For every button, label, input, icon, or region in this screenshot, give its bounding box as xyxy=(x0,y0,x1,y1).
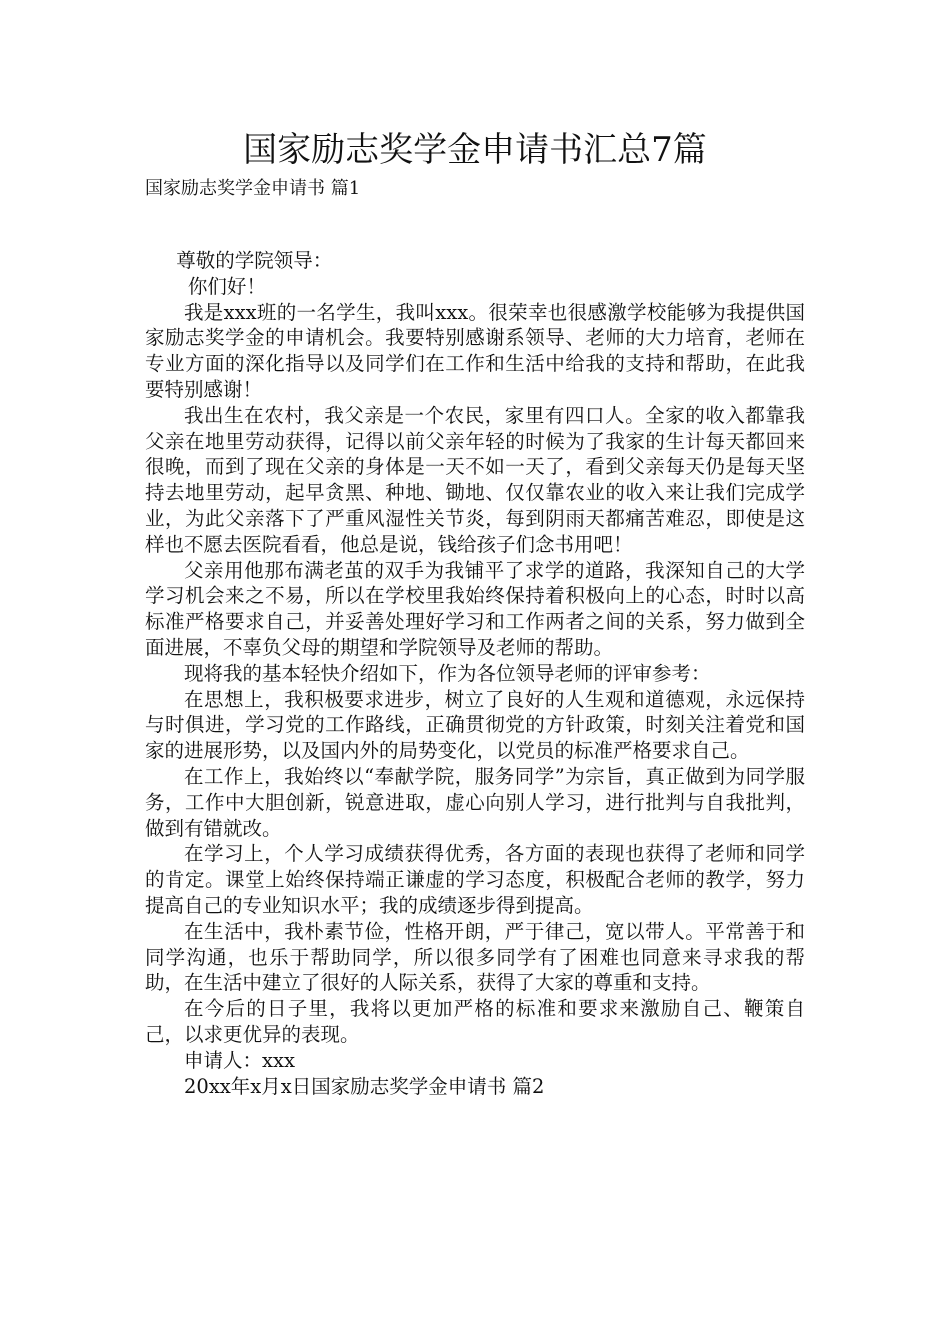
paragraph-future: 在今后的日子里，我将以更加严格的标准和要求来激励自己、鞭策自己，以求更优异的表现。 xyxy=(145,997,805,1046)
paragraph-thought: 在思想上，我积极要求进步，树立了良好的人生观和道德观，永远保持与时俱进，学习党的工作路线，正确贯彻党的方针政策，时刻关注着党和国家的进展形势，以及国内外的局势变化，以党员的标准严格要求自己。 xyxy=(145,687,805,763)
section-subtitle: 国家励志奖学金申请书 篇1 xyxy=(145,178,361,199)
paragraph-overview: 现将我的基本轻快介绍如下，作为各位领导老师的评审参考： xyxy=(184,661,711,685)
paragraph-father: 父亲用他那布满老茧的双手为我铺平了求学的道路，我深知自己的大学学习机会来之不易，所以在学校里我始终保持着积极向上的心态，时时以高标准严格要求自己，并妥善处理好学习和工作两者之间的关系，努力做到全面进展，不辜负父母的期望和学院领导及老师的帮助。 xyxy=(145,558,805,659)
letter-body xyxy=(145,248,805,1099)
paragraph-intro: 我是xxx班的一名学生，我叫xxx。很荣幸也很感激学校能够为我提供国家励志奖学金的申请机会。我要特别感谢系领导、老师的大力培育，老师在专业方面的深化指导以及同学们在工作和生活中给我的支持和帮助，在此我要特别感谢！ xyxy=(145,300,805,401)
date-line: 20xx年x月x日国家励志奖学金申请书 篇2 xyxy=(184,1074,545,1098)
paragraph-life: 在生活中，我朴素节俭，性格开朗，严于律己，宽以带人。平常善于和同学沟通，也乐于帮助同学，所以很多同学有了困难也同意来寻求我的帮助，在生活中建立了很好的人际关系，获得了大家的尊重和支持。 xyxy=(145,919,805,995)
document-title: 国家励志奖学金申请书汇总7篇 xyxy=(243,130,707,170)
salutation: 尊敬的学院领导： xyxy=(176,249,333,272)
applicant-line: 申请人：xxx xyxy=(184,1048,295,1072)
greeting: 你们好！ xyxy=(187,274,266,298)
paragraph-study: 在学习上，个人学习成绩获得优秀，各方面的表现也获得了老师和同学的肯定。课堂上始终保持端正谦虚的学习态度，积极配合老师的教学，努力提高自己的专业知识水平；我的成绩逐步得到提高。 xyxy=(145,842,805,917)
paragraph-work: 在工作上，我始终以“奉献学院，服务同学”为宗旨，真正做到为同学服务，工作中大胆创新，锐意进取，虚心向别人学习，进行批判与自我批判，做到有错就改。 xyxy=(145,764,805,840)
paragraph-family: 我出生在农村，我父亲是一个农民，家里有四口人。全家的收入都靠我父亲在地里劳动获得，记得以前父亲年轻的时候为了我家的生计每天都回来很晚，而到了现在父亲的身体是一天不如一天了，看到父亲每天仍是每天坚持去地里劳动，起早贪黑、种地、锄地、仅仅靠农业的收入来让我们完成学业，为此父亲落下了严重风湿性关节炎，每到阴雨天都痛苦难忍，即使是这样也不愿去医院看看，他总是说，钱给孩子们念书用吧！ xyxy=(145,403,805,556)
